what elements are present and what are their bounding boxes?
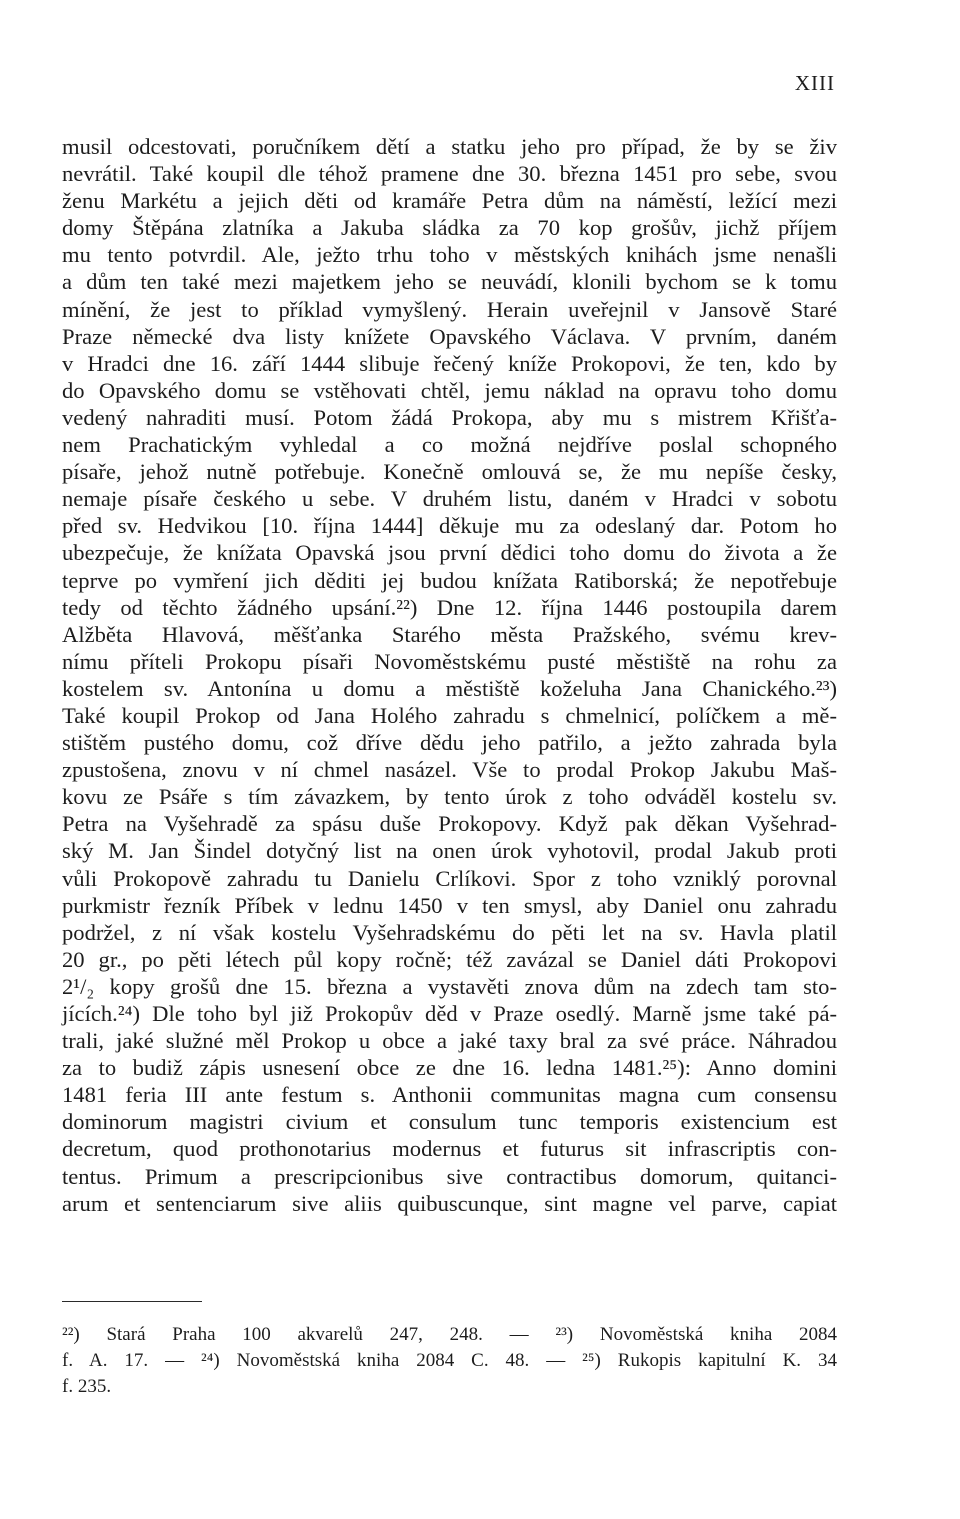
text-line: vedený nahraditi musí. Potom žádá Prokopa, aby mu s mistrem Křišťa-: [62, 404, 837, 430]
text-line: 2¹/₂ kopy grošů dne 15. března a vystavěti znova dům na zdech tam sto-: [62, 973, 837, 999]
text-line: stištěm pustého domu, což dříve dědu jeho patřilo, a ježto zahrada byla: [62, 730, 837, 756]
text-line: podržel, z ní však kostelu Vyšehradskému do pěti let na sv. Havla platil: [62, 919, 837, 945]
text-line: Petra na Vyšehradě za spásu duše Prokopovy. Když pak děkan Vyšehrad-: [62, 811, 837, 837]
text-line: purkmistr řezník Příbek v lednu 1450 v ten smysl, aby Daniel onu zahradu: [62, 892, 837, 918]
text-line: Alžběta Hlavová, měšťanka Starého města Pražského, svému krev-: [62, 621, 837, 647]
footnotes: [62, 1322, 837, 1400]
footnote-line: ²²) Stará Praha 100 akvarelů 247, 248. — ²³) Novoměstská kniha 2084: [62, 1324, 837, 1345]
text-line: do Opavského domu se vstěhovati chtěl, jemu náklad na opravu toho domu: [62, 377, 837, 403]
text-line: trali, jaké služné měl Prokop u obce a jaké taxy bral za své práce. Náhradou: [62, 1028, 837, 1054]
text-line: 20 gr., po pěti létech půl kopy ročně; též zavázal se Daniel dáti Prokopovi: [62, 946, 837, 972]
footnote-line: f. 235.: [62, 1376, 112, 1397]
footnote-line: f. A. 17. — ²⁴) Novoměstská kniha 2084 C. 48. — ²⁵) Rukopis kapitulní K. 34: [62, 1350, 837, 1371]
text-line: před sv. Hedvikou [10. října 1444] děkuje mu za odeslaný dar. Potom ho: [62, 513, 837, 539]
text-line: tedy od těchto žádného upsání.²²) Dne 12. října 1446 postoupila darem: [62, 594, 837, 620]
text-line: ský M. Jan Šindel dotyčný list na onen úrok vyhotovil, prodal Jakub proti: [62, 838, 837, 864]
text-line: nevrátil. Také koupil dle téhož pramene dne 30. března 1451 pro sebe, svou: [62, 161, 837, 187]
footnote-separator: [62, 1301, 202, 1302]
text-line: mu tento potvrdil. Ale, ježto trhu toho v městských knihách jsme nenašli: [62, 242, 837, 268]
text-line: nemaje písaře českého u sebe. V druhém listu, daném v Hradci v sobotu: [62, 486, 837, 512]
text-line: teprve po vymření jich děditi jej budou knížata Ratiborská; že nepotřebuje: [62, 567, 837, 593]
body-text: [62, 133, 837, 1217]
text-line: a dům ten také mezi majetkem jeho se neuvádí, klonili bychom se k tomu: [62, 269, 837, 295]
text-line: 1481 feria III ante festum s. Anthonii communitas magna cum consensu: [62, 1082, 837, 1108]
text-line: arum et sentenciarum sive aliis quibuscunque, sint magne vel parve, capiat: [62, 1190, 837, 1216]
text-line: jících.²⁴) Dle toho byl již Prokopův děd v Praze osedlý. Marně jsme také pá-: [62, 1001, 837, 1026]
text-line: nem Prachatickým vyhledal a co možná nejdříve poslal schopného: [62, 432, 837, 458]
text-line: ženu Markétu a jejich děti od kramáře Petra dům na náměstí, ležící mezi: [62, 188, 837, 214]
text-line: vůli Prokopově zahradu tu Danielu Crlíkovi. Spor z toho vzniklý porovnal: [62, 865, 837, 891]
text-line: decretum, quod prothonotarius modernus et futurus sit infrascriptis con-: [62, 1136, 837, 1162]
text-line: ubezpečuje, že knížata Opavská jsou první dědici toho domu do života a že: [62, 540, 837, 566]
text-line: kostelem sv. Antonína u domu a městiště koželuha Jana Chanického.²³): [62, 675, 837, 701]
text-line: mínění, že jest to příklad vymyšlený. Herain uveřejnil v Jansově Staré: [62, 296, 837, 322]
page-number: XIII: [794, 71, 835, 95]
text-line: dominorum magistri civium et consulum tunc temporis existencium est: [62, 1109, 837, 1135]
text-line: Také koupil Prokop od Jana Holého zahradu s chmelnicí, políčkem a mě-: [62, 702, 837, 728]
text-line: nímu příteli Prokopu písaři Novoměstskému pusté městiště na rohu za: [62, 648, 837, 674]
text-line: tentus. Primum a prescripcionibus sive contractibus domorum, quitanci-: [62, 1163, 837, 1189]
text-line: kovu ze Psáře s tím závazkem, by tento úrok z toho odváděl kostelu sv.: [62, 784, 837, 810]
text-line: písaře, jehož nutně potřebuje. Konečně omlouvá se, že mu nepíše česky,: [62, 459, 837, 485]
text-line: domy Štěpána zlatníka a Jakuba sládka za 70 kop grošův, jichž příjem: [62, 215, 837, 241]
text-line: musil odcestovati, poručníkem dětí a statku jeho pro případ, že by se živ: [62, 134, 837, 159]
text-line: Praze německé dva listy knížete Opavského Václava. V prvním, daném: [62, 323, 837, 349]
text-line: za to budiž zápis usnesení obce ze dne 16. ledna 1481.²⁵): Anno domini: [62, 1055, 837, 1081]
text-line: v Hradci dne 16. září 1444 slibuje řečený kníže Prokopovi, že ten, kdo by: [62, 350, 837, 376]
text-line: zpustošena, znovu v ní chmel nasázel. Vše to prodal Prokop Jakubu Maš-: [62, 757, 837, 783]
